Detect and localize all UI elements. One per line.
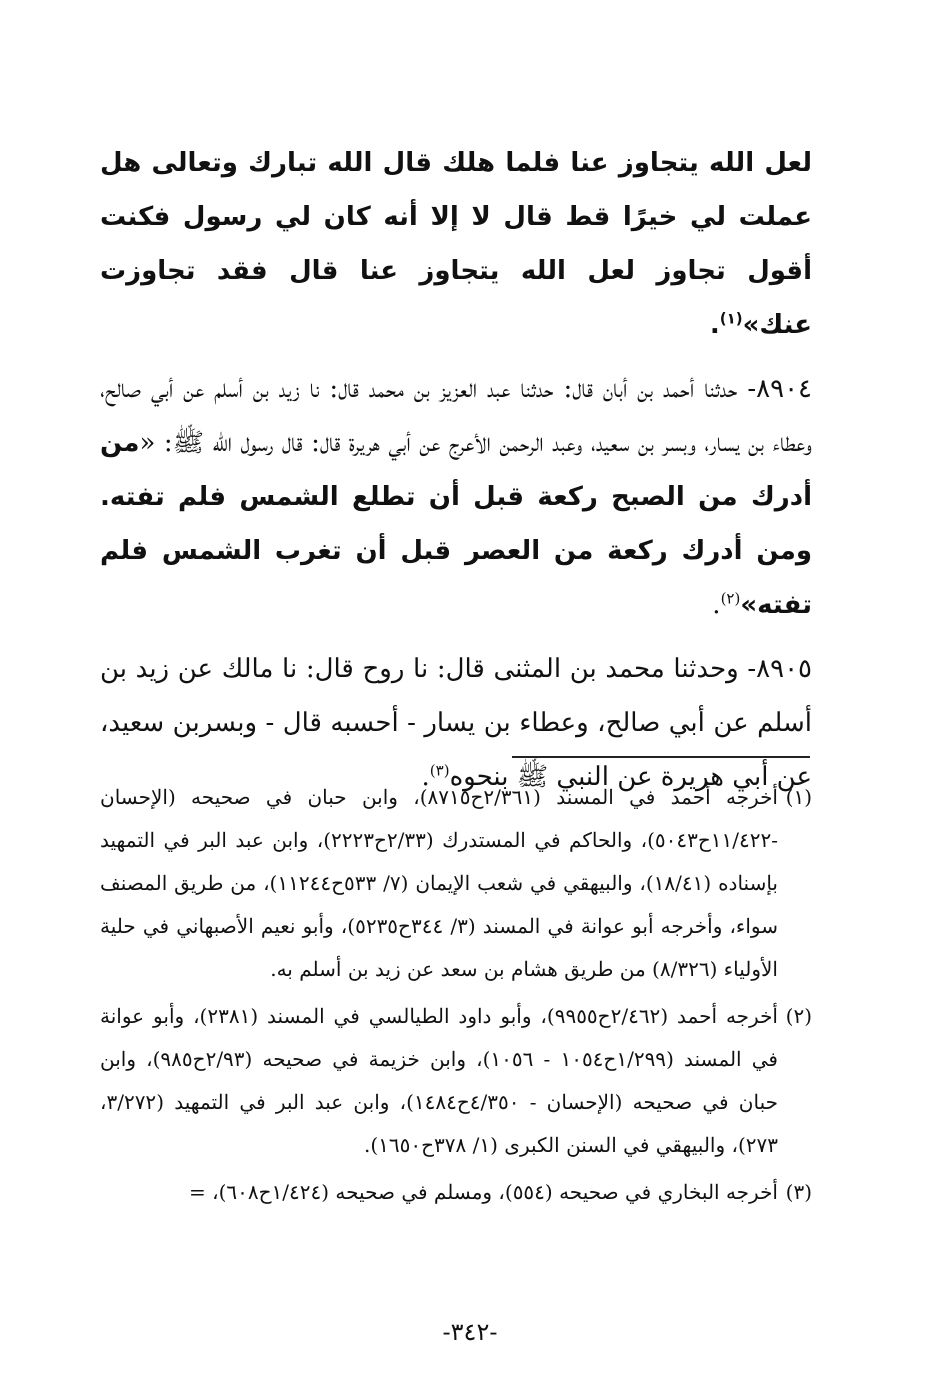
- footnote-1: [100, 776, 812, 991]
- page-number: -٣٤٢-: [442, 1318, 498, 1346]
- footnote-number: (٢): [785, 1004, 812, 1028]
- paragraph-period: .: [421, 762, 430, 792]
- footnote-ref-2: (٢): [720, 589, 741, 608]
- paragraph-text: لعل الله يتجاوز عنا فلما هلك قال الله تبارك وتعالى هل عملت لي خيرًا قط قال لا إلا أنه كان لي رسول فكنت أقول تجاوز لعل الله يتجاوز عنا قال فقد تجاوزت عنك»: [100, 148, 812, 340]
- footnote-text: أخرجه أحمد في المسند (٢/٣٦١ح٨٧١٥)، وابن حبان في صحيحه (الإحسان -١١/٤٢٢ح٥٠٤٣)، والحاكم في المستدرك (٢/٣٣ح٢٢٢٣)، وابن عبد البر في التمهيد بإسناده (١٨/٤١)، والبيهقي في شعب الإيمان (٧/ ٥٣٣ح١١٢٤٤)، من طريق المصنف سواء، وأخرجه أبو عوانة في المسند (٣/ ٣٤٤ح٥٢٣٥)، وأبو نعيم الأصبهاني في حلية الأولياء (٨/٣٢٦) من طريق هشام بن سعد عن زيد بن أسلم به.: [100, 785, 778, 981]
- hadith-matn: من أدرك من الصبح ركعة قبل أن تطلع الشمس فلم تفته. ومن أدرك ركعة من العصر قبل أن تغرب الشمس فلم تفته»: [100, 428, 812, 620]
- main-text: [100, 136, 812, 814]
- paragraph-period: .: [709, 310, 720, 340]
- footnote-ref-1: (١): [719, 309, 743, 328]
- paragraph-hadith-end: [100, 136, 812, 352]
- paragraph-text: ٨٩٠٥- وحدثنا محمد بن المثنى قال: نا روح قال: نا مالك عن زيد بن أسلم عن أبي صالح، وعطاء بن يسار - أحسبه قال - وبسربن سعيد، عن أبي هريرة عن النبي ﷺ بنحوه: [100, 654, 812, 792]
- footnote-3: [100, 1171, 812, 1214]
- footnote-separator: [512, 756, 810, 758]
- footnote-number: (٣): [785, 1180, 812, 1204]
- footnote-text: أخرجه أحمد (٢/٤٦٢ح٩٩٥٥)، وأبو داود الطيالسي في المسند (٢٣٨١)، وأبو عوانة في المسند (١/٢٩٩ح١٠٥٤ - ١٠٥٦)، وابن خزيمة في صحيحه (٢/٩٣ح٩٨٥)، وابن حبان في صحيحه (الإحسان - ٤/٣٥٠ح١٤٨٤)، وابن عبد البر في التمهيد (٣/٢٧٢، ٢٧٣)، والبيهقي في السنن الكبرى (١/ ٣٧٨ح١٦٥٠).: [100, 1004, 778, 1157]
- footnote-2: [100, 995, 812, 1167]
- paragraph-8904: [100, 362, 812, 632]
- footnote-text: أخرجه البخاري في صحيحه (٥٥٤)، ومسلم في صحيحه (١/٤٢٤ح٦٠٨)، =: [189, 1180, 778, 1204]
- paragraph-period: .: [712, 590, 721, 620]
- paragraph-text: ٨٩٠٤- حدثنا أحمد بن أبان قال: حدثنا عبد العزيز بن محمد قال: نا زيد بن أسلم عن أبي صالح، وعطاء بن يسار، وبسر بن سعيد، وعبد الرحمن الأعرج عن أبي هريرة قال: قال رسول الله ﷺ: «: [100, 374, 812, 458]
- footnote-ref-3: (٣): [429, 761, 450, 780]
- footnote-number: (١): [785, 785, 812, 809]
- footnotes: [100, 776, 812, 1218]
